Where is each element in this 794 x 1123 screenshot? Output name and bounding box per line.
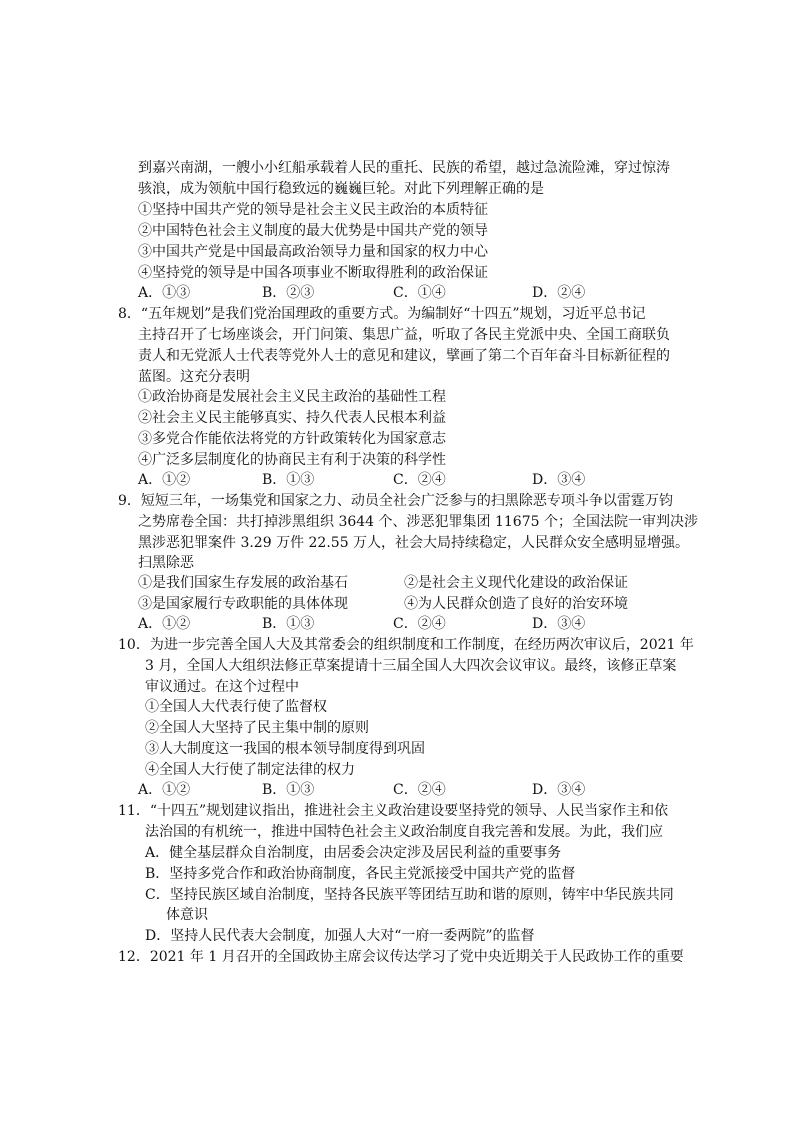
option-d: D．②④ <box>532 285 586 301</box>
q9-item-4: ④为人民群众创造了良好的治安环境 <box>404 596 628 612</box>
q9-item-3: ③是国家履行专政职能的具体体现 <box>138 596 348 612</box>
q7-item-2: ②中国特色社会主义制度的最大优势是中国共产党的领导 <box>138 223 488 239</box>
q8-item-2: ②社会主义民主能够真实、持久代表人民根本利益 <box>138 410 446 426</box>
q10-stem-line-2: 3 月，全国人大组织法修正草案提请十三届全国人大四次会议审议。最终，该修正草案 <box>145 658 677 674</box>
option-b: B．②③ <box>262 285 315 301</box>
option-b: B．①③ <box>262 472 315 488</box>
q7-item-4: ④坚持党的领导是中国各项事业不断取得胜利的政治保证 <box>138 265 488 281</box>
q7-stem-line-2: 骇浪，成为领航中国行稳致远的巍巍巨轮。对此下列理解正确的是 <box>138 181 544 197</box>
q11-choice-d: D．坚持人民代表大会制度，加强人大对“一府一委两院”的监督 <box>145 928 535 944</box>
option-d: D．③④ <box>532 472 586 488</box>
q10-options <box>0 780 794 800</box>
option-d: D．③④ <box>532 782 586 798</box>
option-a: A．①② <box>138 472 191 488</box>
q7-item-1: ①坚持中国共产党的领导是社会主义民主政治的本质特征 <box>138 202 488 218</box>
q10-stem-line-3: 审议通过。在这个过程中 <box>145 679 299 695</box>
option-b: B．①③ <box>262 616 315 632</box>
q9-stem-line-1: 9．短短三年，一场集党和国家之力、动员全社会广泛参与的扫黑除恶专项斗争以雷霆万钧 <box>118 493 673 509</box>
q10-item-1: ①全国人大代表行使了监督权 <box>145 699 327 715</box>
q8-stem-line-2: 主持召开了七场座谈会，开门问策、集思广益，听取了各民主党派中央、全国工商联负 <box>138 327 670 343</box>
option-a: A．①③ <box>138 285 191 301</box>
option-c: C．②④ <box>393 472 446 488</box>
q11-choice-c: C．坚持民族区域自治制度，坚持各民族平等团结互助和谐的原则，铸牢中华民族共同 <box>145 887 674 903</box>
option-c: C．②④ <box>393 616 446 632</box>
option-c: C．②④ <box>393 782 446 798</box>
q8-stem-line-1: 8．“五年规划”是我们党治国理政的重要方式。为编制好“十四五”规划，习近平总书记 <box>118 306 646 322</box>
q11-stem-line-2: 法治国的有机统一，推进中国特色社会主义政治制度自我完善和发展。为此，我们应 <box>145 824 663 840</box>
q11-choice-a: A．健全基层群众自治制度，由居委会决定涉及居民利益的重要事务 <box>145 845 562 861</box>
q11-stem-line-1: 11．“十四五”规划建议指出，推进社会主义政治建设要坚持党的领导、人民当家作主和依 <box>118 803 669 819</box>
q8-stem-line-3: 责人和无党派人士代表等党外人士的意见和建议，擘画了第二个百年奋斗目标新征程的 <box>138 348 670 364</box>
q11-choice-c-continued: 体意识 <box>166 907 208 923</box>
q7-options <box>0 283 794 303</box>
q8-item-1: ①政治协商是发展社会主义民主政治的基础性工程 <box>138 389 446 405</box>
q12-stem-line-1: 12．2021 年 1 月召开的全国政协主席会议传达学习了党中央近期关于人民政协工作的重要 <box>118 949 684 965</box>
option-b: B．①③ <box>262 782 315 798</box>
option-d: D．③④ <box>532 616 586 632</box>
q10-item-4: ④全国人大行使了制定法律的权力 <box>145 762 355 778</box>
q10-item-2: ②全国人大坚持了民主集中制的原则 <box>145 720 369 736</box>
q8-item-4: ④广泛多层制度化的协商民主有利于决策的科学性 <box>138 452 446 468</box>
q7-stem-line-1: 到嘉兴南湖，一艘小小红船承载着人民的重托、民族的希望，越过急流险滩，穿过惊涛 <box>138 160 670 176</box>
q8-stem-line-4: 蓝图。这充分表明 <box>138 369 250 385</box>
q11-choice-b: B．坚持多党合作和政治协商制度，各民主党派接受中国共产党的监督 <box>145 866 576 882</box>
option-a: A．①② <box>138 616 191 632</box>
option-a: A．①② <box>138 782 191 798</box>
q9-stem-line-3: 黑涉恶犯罪案件 3.29 万件 22.55 万人，社会大局持续稳定，人民群众安全感明显增强。 <box>138 535 690 551</box>
q10-item-3: ③人大制度这一我国的根本领导制度得到巩固 <box>145 741 425 757</box>
q8-item-3: ③多党合作能依法将党的方针政策转化为国家意志 <box>138 431 446 447</box>
option-c: C．①④ <box>393 285 446 301</box>
q9-item-1: ①是我们国家生存发展的政治基石 <box>138 575 348 591</box>
q9-stem-line-2: 之势席卷全国：共打掉涉黑组织 3644 个、涉恶犯罪集团 11675 个；全国法院一审判决涉 <box>138 514 698 530</box>
q9-item-2: ②是社会主义现代化建设的政治保证 <box>404 575 628 591</box>
q8-options <box>0 470 794 490</box>
q10-stem-line-1: 10．为进一步完善全国人大及其常委会的组织制度和工作制度，在经历两次审议后，2021 年 <box>118 637 694 653</box>
q9-stem-line-4: 扫黑除恶 <box>138 555 194 571</box>
q7-item-3: ③中国共产党是中国最高政治领导力量和国家的权力中心 <box>138 244 488 260</box>
q9-options <box>0 614 794 634</box>
